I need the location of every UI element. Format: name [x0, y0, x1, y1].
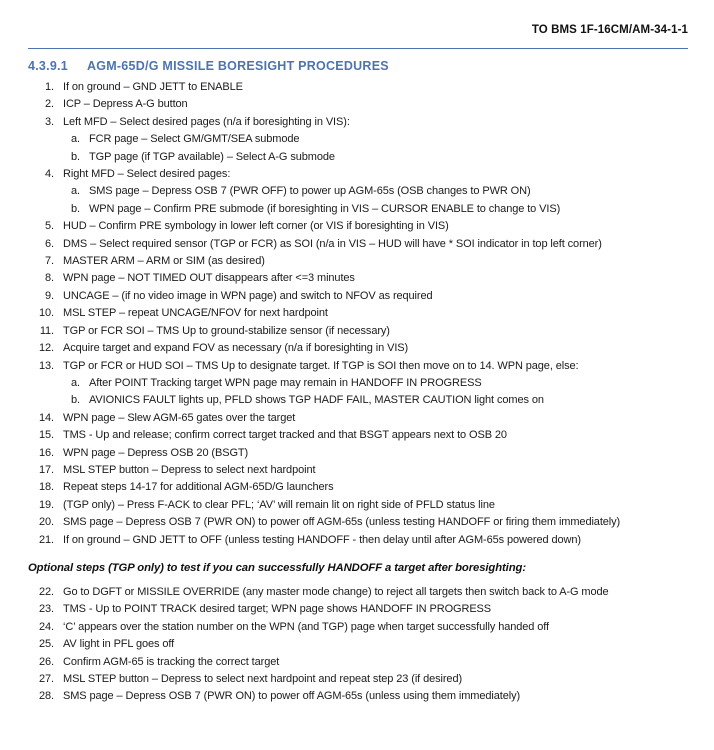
- step-item: [28, 96, 688, 113]
- section-heading: [28, 59, 688, 73]
- step-item: [28, 671, 688, 688]
- substep-item: [28, 183, 688, 200]
- step-item: [28, 497, 688, 514]
- step-item: [28, 340, 688, 357]
- step-text: If on ground – GND JETT to ENABLE: [63, 81, 243, 93]
- step-text: Left MFD – Select desired pages (n/a if boresighting in VIS):: [63, 115, 350, 128]
- substep-item: [28, 392, 688, 409]
- step-number: 25.: [39, 638, 54, 651]
- step-number: 27.: [39, 673, 54, 685]
- step-item: [28, 514, 688, 531]
- step-number: 26.: [39, 655, 54, 668]
- step-number: b.: [71, 394, 80, 407]
- step-number: 9.: [45, 289, 54, 302]
- step-item: [28, 688, 688, 705]
- step-number: 7.: [45, 255, 54, 268]
- step-number: 18.: [39, 481, 54, 494]
- section-title: AGM-65D/G MISSILE BORESIGHT PROCEDURES: [86, 59, 389, 73]
- step-item: [28, 288, 688, 305]
- step-text: HUD – Confirm PRE symbology in lower left corner (or VIS if boresighting in VIS): [63, 220, 449, 233]
- page-header: [28, 24, 688, 36]
- step-number: a.: [71, 376, 80, 389]
- step-item: [28, 427, 688, 444]
- step-text: TMS - Up to POINT TRACK desired target; WPN page shows HANDOFF IN PROGRESS: [63, 603, 492, 616]
- step-number: 2.: [45, 98, 54, 111]
- step-item: [28, 584, 688, 601]
- substep-item: [28, 149, 688, 166]
- step-text: WPN page – Depress OSB 20 (BSGT): [63, 446, 249, 459]
- step-number: 11.: [39, 324, 54, 337]
- step-number: 16.: [39, 446, 54, 459]
- substep-item: [28, 201, 688, 218]
- step-number: 3.: [45, 115, 54, 128]
- step-number: 22.: [39, 585, 54, 598]
- step-number: 10.: [39, 307, 54, 320]
- step-item: [28, 323, 688, 340]
- step-number: 19.: [39, 498, 54, 511]
- step-number: a.: [71, 133, 80, 146]
- step-item: [28, 166, 688, 183]
- substep-item: [28, 375, 688, 392]
- step-number: 28.: [39, 690, 54, 703]
- step-item: [28, 619, 688, 636]
- step-text: MSL STEP button – Depress to select next hardpoint and repeat step 23 (if desired): [63, 673, 463, 685]
- step-number: 21.: [39, 533, 54, 546]
- step-text: AVIONICS FAULT lights up, PFLD shows TGP HADF FAIL, MASTER CAUTION light comes on: [89, 394, 544, 407]
- step-text: MASTER ARM – ARM or SIM (as desired): [63, 255, 265, 268]
- step-text: DMS – Select required sensor (TGP or FCR) as SOI (n/a in VIS – HUD will have * SOI indicator in top left corner): [63, 237, 602, 250]
- step-item: [28, 462, 688, 479]
- step-number: 5.: [45, 220, 54, 233]
- step-item: [28, 601, 688, 618]
- step-item: [28, 636, 688, 653]
- step-number: 24.: [39, 620, 54, 633]
- step-text: Acquire target and expand FOV as necessary (n/a if boresighting in VIS): [63, 342, 409, 355]
- step-text: Go to DGFT or MISSILE OVERRIDE (any master mode change) to reject all targets then switch back to A-G mode: [63, 585, 609, 598]
- step-number: 8.: [45, 272, 54, 285]
- step-text: After POINT Tracking target WPN page may remain in HANDOFF IN PROGRESS: [89, 376, 482, 389]
- step-number: 15.: [39, 429, 54, 442]
- step-number: 23.: [39, 603, 54, 616]
- step-number: a.: [71, 185, 80, 198]
- step-text: WPN page – Slew AGM-65 gates over the target: [63, 411, 296, 424]
- step-text: SMS page – Depress OSB 7 (PWR OFF) to power up AGM-65s (OSB changes to PWR ON): [89, 185, 531, 198]
- step-item: [28, 270, 688, 287]
- step-item: [28, 305, 688, 322]
- step-number: 13.: [39, 359, 54, 372]
- step-number: 14.: [39, 411, 54, 424]
- step-number: 20.: [39, 516, 54, 529]
- step-item: [28, 218, 688, 235]
- step-text: AV light in PFL goes off: [63, 638, 175, 651]
- optional-steps-heading: Optional steps (TGP only) to test if you can successfully HANDOFF a target after boresighting:: [28, 561, 526, 574]
- step-text: TMS - Up and release; confirm correct target tracked and that BSGT appears next to OSB 20: [63, 429, 507, 442]
- step-item: [28, 253, 688, 270]
- step-text: FCR page – Select GM/GMT/SEA submode: [89, 133, 300, 146]
- step-text: TGP or FCR or HUD SOI – TMS Up to designate target. If TGP is SOI then move on to 14. WPN page, else:: [63, 359, 579, 372]
- step-item: [28, 654, 688, 671]
- step-text: WPN page – Confirm PRE submode (if boresighting in VIS – CURSOR ENABLE to change to VIS): [89, 202, 561, 215]
- step-number: b.: [71, 202, 80, 215]
- step-text: WPN page – NOT TIMED OUT disappears after <=3 minutes: [63, 272, 355, 285]
- step-item: [28, 114, 688, 131]
- step-item: [28, 79, 688, 96]
- step-text: Confirm AGM-65 is tracking the correct target: [63, 655, 280, 668]
- step-item: [28, 532, 688, 549]
- step-text: SMS page – Depress OSB 7 (PWR ON) to power off AGM-65s (unless using them immediately): [63, 690, 521, 703]
- step-number: b.: [71, 150, 80, 163]
- step-text: UNCAGE – (if no video image in WPN page) and switch to NFOV as required: [63, 289, 433, 302]
- step-item: [28, 236, 688, 253]
- header-rule: [28, 48, 688, 49]
- section-number: 4.3.9.1: [28, 59, 68, 73]
- step-number: 12.: [39, 342, 54, 355]
- step-text: SMS page – Depress OSB 7 (PWR ON) to power off AGM-65s (unless testing HANDOFF or firing them immediately): [63, 516, 621, 529]
- step-text: TGP or FCR SOI – TMS Up to ground-stabilize sensor (if necessary): [63, 324, 390, 337]
- step-item: [28, 479, 688, 496]
- step-text: Right MFD – Select desired pages:: [63, 168, 231, 181]
- step-number: 1.: [45, 81, 54, 93]
- step-text: MSL STEP – repeat UNCAGE/NFOV for next hardpoint: [63, 307, 328, 320]
- step-number: 17.: [39, 463, 54, 476]
- step-text: ‘C’ appears over the station number on the WPN (and TGP) page when target successfully handed off: [63, 620, 549, 633]
- step-text: TGP page (if TGP available) – Select A-G submode: [89, 150, 335, 163]
- step-text: (TGP only) – Press F-ACK to clear PFL; ‘AV’ will remain lit on right side of PFLD status line: [63, 498, 495, 511]
- procedure-steps: [28, 79, 688, 549]
- step-number: 4.: [45, 168, 54, 181]
- step-item: [28, 445, 688, 462]
- step-text: MSL STEP button – Depress to select next hardpoint: [63, 463, 316, 476]
- substep-item: [28, 131, 688, 148]
- document-number: TO BMS 1F-16CM/AM-34-1-1: [531, 24, 688, 36]
- step-item: [28, 358, 688, 375]
- step-text: ICP – Depress A-G button: [63, 98, 188, 111]
- step-text: Repeat steps 14-17 for additional AGM-65D/G launchers: [63, 481, 334, 494]
- step-number: 6.: [45, 237, 54, 250]
- step-item: [28, 410, 688, 427]
- step-text: If on ground – GND JETT to OFF (unless testing HANDOFF - then delay until after AGM-65s powered down): [63, 533, 581, 546]
- optional-steps: [28, 584, 688, 706]
